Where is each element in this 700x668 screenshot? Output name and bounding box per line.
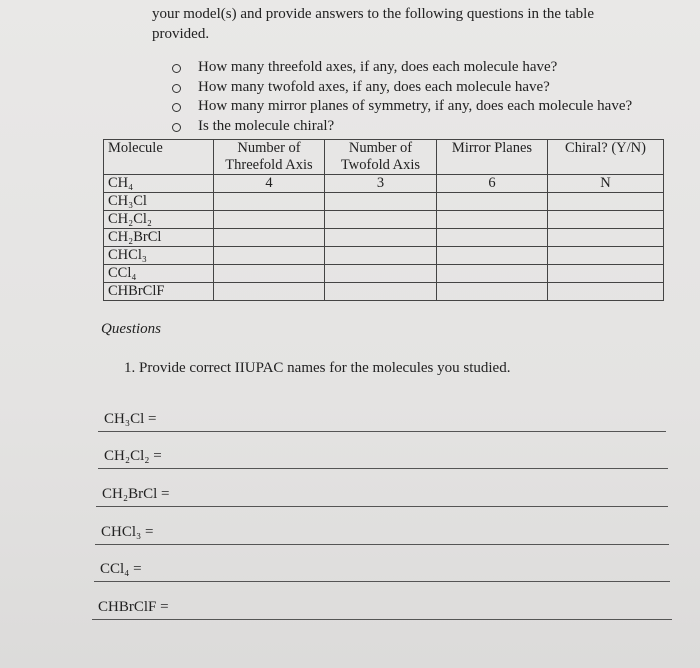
bullet-twofold: How many twofold axes, if any, does each molecule have? bbox=[170, 78, 632, 98]
answer-label: CHBrClF = bbox=[98, 599, 169, 615]
answer-line-ch2cl2[interactable] bbox=[98, 446, 668, 469]
header-twofold-line1: Number of bbox=[348, 140, 413, 156]
cell-chiral[interactable] bbox=[548, 265, 664, 283]
answer-line-ch3cl[interactable] bbox=[98, 409, 666, 432]
table-header-row bbox=[104, 140, 664, 175]
cell-chiral[interactable] bbox=[548, 193, 664, 211]
table-row bbox=[104, 265, 664, 283]
table-row bbox=[104, 229, 664, 247]
cell-twofold[interactable] bbox=[325, 193, 437, 211]
cell-twofold[interactable] bbox=[325, 229, 437, 247]
cell-molecule: CHCl₃ bbox=[104, 247, 214, 265]
header-twofold-line2: Twofold Axis bbox=[340, 157, 421, 173]
cell-chiral[interactable] bbox=[548, 247, 664, 265]
header-threefold bbox=[214, 140, 325, 175]
table-row bbox=[104, 247, 664, 265]
answer-line-chbrclf[interactable] bbox=[92, 597, 672, 620]
answer-line-ch2brcl[interactable] bbox=[96, 484, 668, 507]
table-row bbox=[104, 211, 664, 229]
cell-molecule: CH₂BrCl bbox=[104, 229, 214, 247]
cell-twofold[interactable] bbox=[325, 283, 437, 301]
cell-threefold[interactable] bbox=[214, 283, 325, 301]
header-mirror-planes: Mirror Planes bbox=[437, 140, 548, 175]
cell-twofold[interactable] bbox=[325, 247, 437, 265]
header-chiral: Chiral? (Y/N) bbox=[548, 140, 664, 175]
table-row bbox=[104, 175, 664, 193]
cell-threefold[interactable] bbox=[214, 247, 325, 265]
answer-label: CH₃Cl = bbox=[104, 411, 157, 427]
cell-threefold[interactable] bbox=[214, 211, 325, 229]
answer-label: CHCl₃ = bbox=[101, 524, 154, 540]
cell-chiral[interactable] bbox=[548, 211, 664, 229]
cell-molecule: CHBrClF bbox=[104, 283, 214, 301]
answer-label: CH₂Cl₂ = bbox=[104, 448, 162, 464]
questions-heading: Questions bbox=[101, 321, 161, 337]
cell-threefold[interactable]: 4 bbox=[214, 175, 325, 193]
header-molecule: Molecule bbox=[104, 140, 214, 175]
bullet-mirror-planes: How many mirror planes of symmetry, if any, does each molecule have? bbox=[170, 97, 632, 117]
cell-twofold[interactable] bbox=[325, 211, 437, 229]
symmetry-table bbox=[103, 139, 664, 301]
answer-line-ccl4[interactable] bbox=[94, 559, 670, 582]
question-bullet-list bbox=[170, 58, 632, 136]
cell-twofold[interactable]: 3 bbox=[325, 175, 437, 193]
answer-label: CH₂BrCl = bbox=[102, 486, 170, 502]
cell-twofold[interactable] bbox=[325, 265, 437, 283]
cell-chiral[interactable]: N bbox=[548, 175, 664, 193]
table-row bbox=[104, 193, 664, 211]
cell-threefold[interactable] bbox=[214, 265, 325, 283]
bullet-threefold: How many threefold axes, if any, does each molecule have? bbox=[170, 58, 632, 78]
cell-threefold[interactable] bbox=[214, 229, 325, 247]
cell-threefold[interactable] bbox=[214, 193, 325, 211]
cell-mirror[interactable] bbox=[437, 283, 548, 301]
header-twofold bbox=[325, 140, 437, 175]
bullet-chiral: Is the molecule chiral? bbox=[170, 117, 632, 137]
cell-chiral[interactable] bbox=[548, 229, 664, 247]
question-1: 1. Provide correct IIUPAC names for the molecules you studied. bbox=[124, 360, 511, 376]
header-threefold-line2: Threefold Axis bbox=[225, 157, 313, 173]
cell-molecule: CCl₄ bbox=[104, 265, 214, 283]
cell-mirror[interactable] bbox=[437, 193, 548, 211]
header-threefold-line1: Number of bbox=[237, 140, 301, 156]
cell-molecule: CH₂Cl₂ bbox=[104, 211, 214, 229]
answer-line-chcl3[interactable] bbox=[95, 522, 669, 545]
cell-molecule: CH₄ bbox=[104, 175, 214, 193]
cell-mirror[interactable] bbox=[437, 265, 548, 283]
cell-chiral[interactable] bbox=[548, 283, 664, 301]
table-row bbox=[104, 283, 664, 301]
cell-mirror[interactable] bbox=[437, 247, 548, 265]
cell-mirror[interactable]: 6 bbox=[437, 175, 548, 193]
intro-text: your model(s) and provide answers to the following questions in the table provided. bbox=[152, 6, 594, 42]
cell-mirror[interactable] bbox=[437, 211, 548, 229]
cell-molecule: CH₃Cl bbox=[104, 193, 214, 211]
answer-label: CCl₄ = bbox=[100, 561, 142, 577]
cell-mirror[interactable] bbox=[437, 229, 548, 247]
